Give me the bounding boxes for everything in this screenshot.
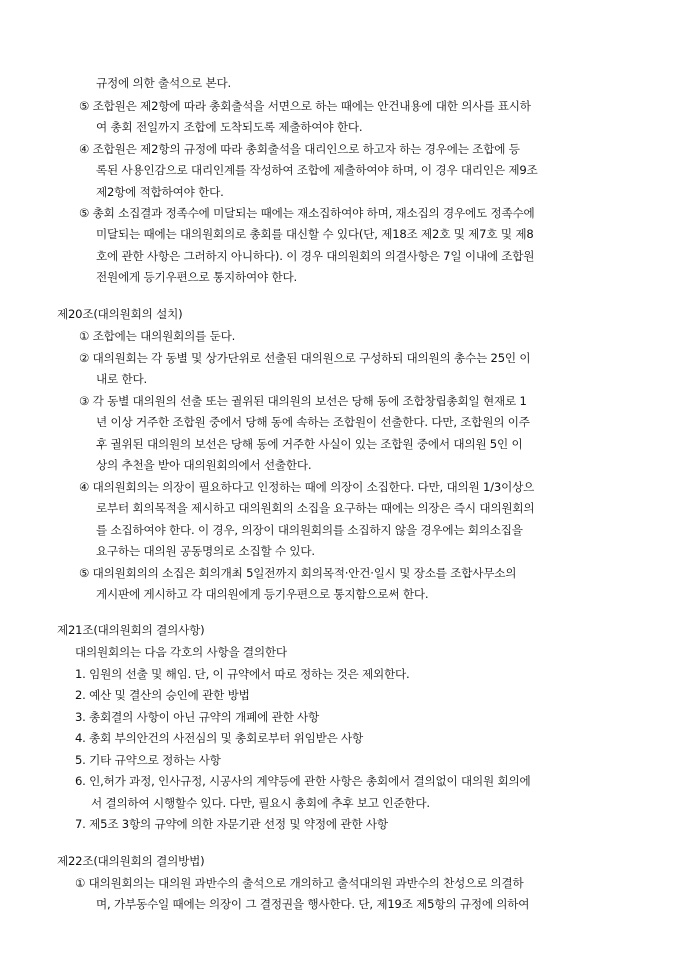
list-item: 3. 총회결의 사항이 아닌 규약의 개폐에 관한 사항 (75, 710, 320, 724)
text-line: 전원에게 등기우편으로 통지하여야 한다. (96, 270, 297, 284)
article-heading: 제20조(대의원회의 설치) (57, 307, 183, 321)
text-line: ④ 조합원은 제2항의 규정에 따라 총회출석을 대리인으로 하고자 하는 경우에는 조합에 등 (79, 142, 520, 156)
text-line: 게시판에 게시하고 각 대의원에게 등기우편으로 통지함으로써 한다. (96, 587, 429, 601)
text-line: 미달되는 때에는 대의원회의로 총회를 대신할 수 있다(단, 제18조 제2호 및 제7호 및 제8 (96, 227, 534, 241)
text-line: 년 이상 거주한 조합원 중에서 당해 동에 속하는 조합원이 선출한다. 다만, 조합원의 이주 (96, 415, 530, 429)
text-line: ⑤ 조합원은 제2항에 따라 총회출석을 서면으로 하는 때에는 안건내용에 대한 의사를 표시하 (79, 99, 531, 113)
text-line: ④ 대의원회의는 의장이 필요하다고 인정하는 때에 의장이 소집한다. 다만, 대의원 1/3이상으 (79, 480, 535, 494)
text-line: ① 대의원회의는 대의원 과반수의 출석으로 개의하고 출석대의원 과반수의 찬성으로 의결하 (75, 876, 524, 890)
text-line: 를 소집하여야 한다. 이 경우, 의장이 대의원회의를 소집하지 않을 경우에는 회의소집을 (96, 523, 523, 537)
text-line: 내로 한다. (96, 372, 147, 386)
text-line: 서 결의하여 시행할수 있다. 다만, 필요시 총회에 추후 보고 인준한다. (91, 796, 430, 810)
text-line: 규정에 의한 출석으로 본다. (96, 76, 231, 90)
text-line: ⑤ 대의원회의의 소집은 회의개최 5일전까지 회의목적·안건·일시 및 장소를 조합사무소의 (79, 566, 517, 580)
list-item: 7. 제5조 3항의 규약에 의한 자문기관 선정 및 약정에 관한 사항 (75, 817, 388, 831)
text-line: 상의 추천을 받아 대의원회의에서 선출한다. (96, 458, 312, 472)
text-line: ① 조합에는 대의원회의를 둔다. (79, 329, 236, 343)
text-line: 대의원회의는 다음 각호의 사항을 결의한다 (75, 645, 287, 659)
list-item: 2. 예산 및 결산의 승인에 관한 방법 (75, 688, 250, 702)
article-heading: 제22조(대의원회의 결의방법) (57, 854, 205, 868)
text-line: 요구하는 대의원 공동명의로 소집할 수 있다. (96, 544, 315, 558)
list-item: 6. 인,허가 과정, 인사규정, 시공사의 계약등에 관한 사항은 총회에서 결의없이 대의원 회의에 (75, 774, 531, 788)
text-line: ③ 각 동별 대의원의 선출 또는 궐위된 대의원의 보선은 당해 동에 조합창립총회일 현재로 1 (79, 394, 527, 408)
article-heading: 제21조(대의원회의 결의사항) (57, 623, 205, 637)
text-line: ⑤ 총회 소집결과 정족수에 미달되는 때에는 재소집하여야 하며, 재소집의 경우에도 정족수에 (79, 206, 535, 220)
text-line: ② 대의원회는 각 동별 및 상가단위로 선출된 대의원으로 구성하되 대의원의 총수는 25인 이 (79, 351, 531, 365)
text-line: 제2항에 적합하여야 한다. (96, 185, 224, 199)
text-line: 로부터 회의목적을 제시하고 대의원회의 소집을 요구하는 때에는 의장은 즉시 대의원회의 (96, 501, 535, 515)
list-item: 4. 총회 부의안건의 사전심의 및 총회로부터 위임받은 사항 (75, 731, 364, 745)
text-line: 후 궐위된 대의원의 보선은 당해 동에 거주한 사실이 있는 조합원 중에서 대의원 5인 이 (96, 437, 523, 451)
text-line: 며, 가부동수일 때에는 의장이 그 결정권을 행사한다. 단, 제19조 제5항의 규정에 의하여 (96, 897, 530, 911)
text-line: 여 총회 전일까지 조합에 도착되도록 제출하여야 한다. (96, 120, 363, 134)
list-item: 1. 임원의 선출 및 해임. 단, 이 규약에서 따로 정하는 것은 제외한다. (75, 667, 410, 681)
text-line: 호에 관한 사항은 그러하지 아니하다). 이 경우 대의원회의 의결사항은 7일 이내에 조합원 (96, 249, 535, 263)
text-line: 록된 사용인감으로 대리인계를 작성하여 조합에 제출하여야 하며, 이 경우 대리인은 제9조 (96, 163, 538, 177)
list-item: 5. 기타 규약으로 정하는 사항 (75, 753, 221, 767)
